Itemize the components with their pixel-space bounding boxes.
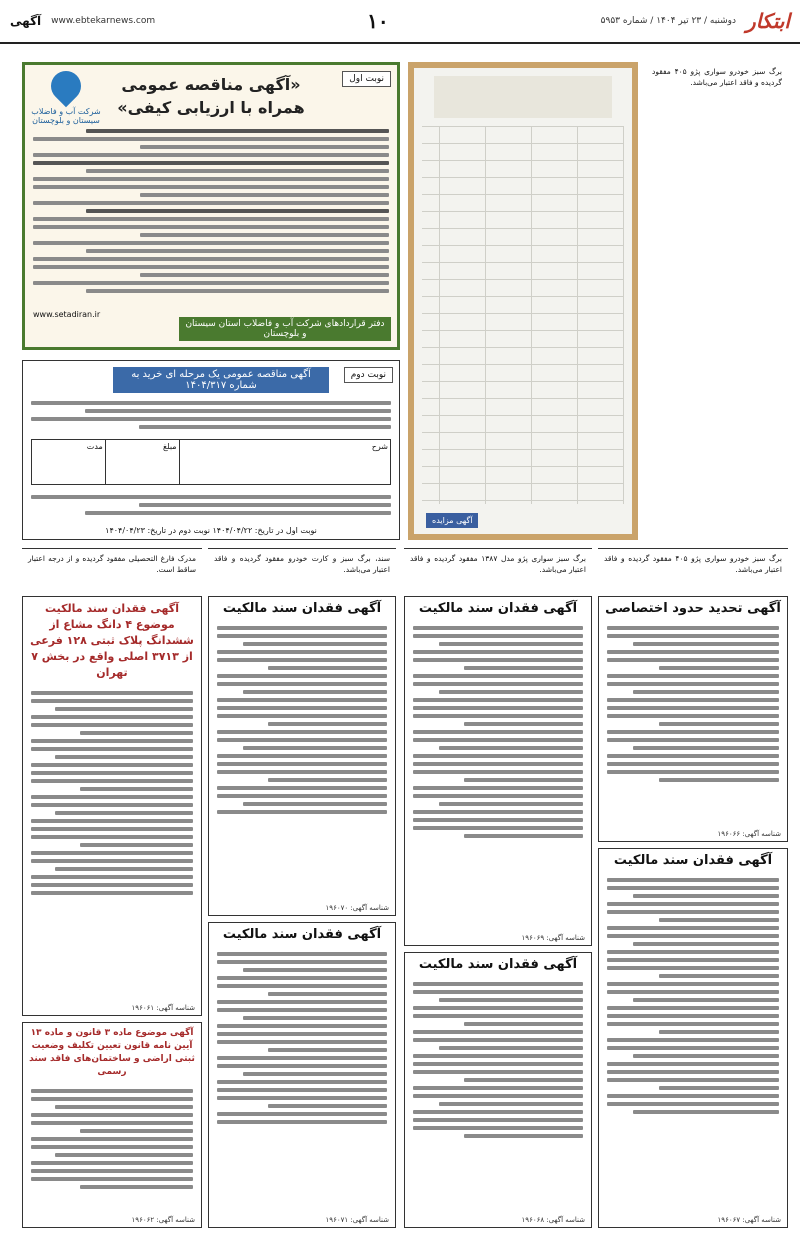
notice-col2-bottom bbox=[404, 952, 592, 1228]
notice-title: آگهی فقدان سند مالکیت bbox=[418, 957, 578, 972]
scan-badge: آگهی مزایده bbox=[426, 513, 478, 528]
org-logo: شرکت آب و فاضلاب سیستان و بلوچستان bbox=[31, 71, 101, 125]
short-notice-right: برگ سبز خودرو سواری پژو ۴۰۵ مفقود گردیده و فاقد اعتبار می‌باشد. bbox=[652, 67, 782, 87]
notice-code: شناسه آگهی: ۱۹۶۰۶۶ bbox=[717, 830, 781, 838]
notice-title: آگهی فقدان سند مالکیت bbox=[222, 927, 382, 942]
notice-code: شناسه آگهی: ۱۹۶۰۷۰ bbox=[325, 904, 389, 912]
notice-title: آگهی فقدان سند مالکیت موضوع ۴ دانگ مشاع از ششدانگ پلاک ثبتی ۱۲۸ فرعی از ۳۷۱۳ اصلی واقع در بخش ۷ تهران bbox=[30, 602, 194, 679]
auction-table-scan bbox=[408, 62, 638, 540]
col-desc: شرح bbox=[179, 440, 390, 484]
notice-title: آگهی فقدان سند مالکیت bbox=[418, 601, 578, 616]
scan-caption bbox=[434, 76, 612, 118]
notice-col1-top bbox=[598, 596, 788, 842]
notice-code: شناسه آگهی: ۱۹۶۰۶۲ bbox=[131, 1216, 195, 1224]
notice-col3-bottom bbox=[208, 922, 396, 1228]
page-header bbox=[0, 0, 800, 44]
tender-ad-first bbox=[22, 62, 400, 350]
notice-title: آگهی تحدید حدود اختصاصی bbox=[605, 601, 781, 616]
tender2-dates: نوبت اول در تاریخ: ۱۴۰۴/۰۴/۲۲ نوبت دوم در تاریخ: ۱۴۰۴/۰۴/۲۳ bbox=[105, 526, 317, 535]
col-amount: مبلغ bbox=[105, 440, 179, 484]
notice-title: آگهی فقدان سند مالکیت bbox=[613, 853, 773, 868]
tender2-table bbox=[31, 439, 391, 485]
notice-code: شناسه آگهی: ۱۹۶۰۶۱ bbox=[131, 1004, 195, 1012]
col-duration: مدت bbox=[86, 442, 103, 451]
notice-title: آگهی فقدان سند مالکیت bbox=[222, 601, 382, 616]
page-number: ۱۰ bbox=[367, 9, 389, 33]
tender-footer-band: دفتر قراردادهای شرکت آب و فاضلاب استان سیستان و بلوچستان bbox=[179, 317, 391, 341]
issue-info: دوشنبه / ۲۳ تیر ۱۴۰۴ / شماره ۵۹۵۳ bbox=[600, 16, 737, 26]
water-drop-icon bbox=[45, 65, 87, 107]
notice-code: شناسه آگهی: ۱۹۶۰۶۸ bbox=[521, 1216, 585, 1224]
section-name: آگهی bbox=[10, 14, 42, 28]
notice-title: آگهی موضوع ماده ۳ قانون و ماده ۱۳ آیین نامه قانون تعیین تکلیف وضعیت ثبتی اراضی و ساختمان‌های فاقد سند رسمی bbox=[29, 1028, 195, 1077]
website: www.ebtekarnews.com bbox=[51, 16, 156, 26]
short-notice-4: برگ سبز خودرو سواری پژو ۴۰۵ مفقود گردیده و فاقد اعتبار می‌باشد. bbox=[598, 548, 788, 588]
round-tag-2: نوبت دوم bbox=[344, 367, 393, 383]
newspaper-logo: ابتکار bbox=[746, 9, 790, 33]
notice-col4-top bbox=[22, 596, 202, 1016]
notice-code: شناسه آگهی: ۱۹۶۰۶۹ bbox=[521, 934, 585, 942]
short-notice-2: سند، برگ سبز و کارت خودرو مفقود گردیده و فاقد اعتبار می‌باشد. bbox=[208, 548, 396, 588]
notice-col4-bottom bbox=[22, 1022, 202, 1228]
short-notice-3: برگ سبز سواری پژو مدل ۱۳۸۷ مفقود گردیده و فاقد اعتبار می‌باشد. bbox=[404, 548, 592, 588]
notice-col1-bottom bbox=[598, 848, 788, 1228]
short-notice-1: مدرک فارغ التحصیلی مفقود گردیده و از درجه اعتبار ساقط است. bbox=[22, 548, 202, 588]
tender-title-2: همراه با ارزیابی کیفی» bbox=[117, 98, 305, 117]
tender2-title: آگهی مناقصه عمومی یک مرحله ای خرید به شماره ۱۴۰۴/۳۱۷ bbox=[113, 367, 329, 393]
tender-title-1: «آگهی مناقصه عمومی bbox=[121, 75, 301, 94]
tender-body bbox=[25, 121, 397, 301]
notice-code: شناسه آگهی: ۱۹۶۰۷۱ bbox=[325, 1216, 389, 1224]
notice-col3-top bbox=[208, 596, 396, 916]
scan-grid bbox=[422, 126, 624, 504]
notice-code: شناسه آگهی: ۱۹۶۰۶۷ bbox=[717, 1216, 781, 1224]
tender-ad-second bbox=[22, 360, 400, 540]
tender-website: www.setadiran.ir bbox=[33, 310, 101, 319]
notice-col2-top bbox=[404, 596, 592, 946]
round-tag: نوبت اول bbox=[342, 71, 391, 87]
